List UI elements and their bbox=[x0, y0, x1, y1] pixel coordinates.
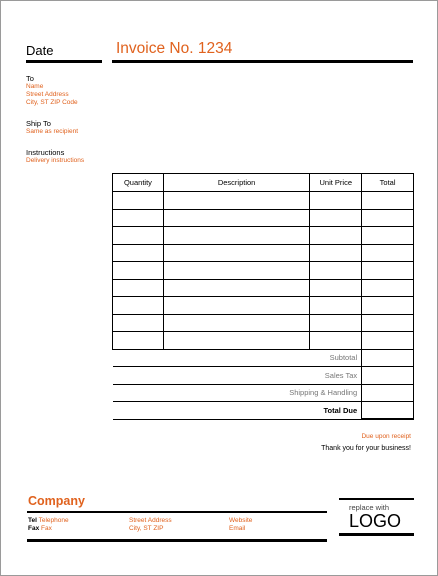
table-header-row bbox=[113, 174, 414, 192]
ship-to-label: Ship To bbox=[26, 119, 51, 128]
logo-text: LOGO bbox=[349, 511, 402, 531]
table-row bbox=[113, 244, 414, 262]
to-label: To bbox=[26, 74, 34, 83]
sales-tax-value[interactable] bbox=[362, 367, 414, 385]
description-cell[interactable] bbox=[163, 209, 309, 227]
table-row bbox=[113, 227, 414, 245]
unit-price-cell[interactable] bbox=[310, 227, 362, 245]
company-rule bbox=[27, 511, 327, 513]
unit-price-cell[interactable] bbox=[310, 332, 362, 350]
description-cell[interactable] bbox=[163, 297, 309, 315]
subtotal-label: Subtotal bbox=[113, 349, 362, 367]
to-street: Street Address bbox=[26, 91, 69, 98]
logo-placeholder bbox=[339, 498, 414, 536]
description-cell[interactable] bbox=[163, 262, 309, 280]
unit-price-cell[interactable] bbox=[310, 279, 362, 297]
instructions-label: Instructions bbox=[26, 148, 65, 157]
table-row bbox=[113, 209, 414, 227]
table-row bbox=[113, 262, 414, 280]
description-cell[interactable] bbox=[163, 332, 309, 350]
description-cell[interactable] bbox=[163, 227, 309, 245]
table-row bbox=[113, 297, 414, 315]
total-cell[interactable] bbox=[362, 332, 414, 350]
table-row bbox=[113, 332, 414, 350]
unit-price-cell[interactable] bbox=[310, 192, 362, 210]
footer-tel bbox=[28, 517, 69, 524]
quantity-cell[interactable] bbox=[113, 314, 164, 332]
instructions-line: Delivery instructions bbox=[26, 157, 85, 164]
total-cell[interactable] bbox=[362, 314, 414, 332]
total-cell[interactable] bbox=[362, 209, 414, 227]
tel-label: Tel bbox=[28, 517, 37, 524]
subtotal-row bbox=[113, 349, 414, 367]
quantity-cell[interactable] bbox=[113, 297, 164, 315]
total-cell[interactable] bbox=[362, 227, 414, 245]
footer-website: Website bbox=[229, 517, 253, 524]
unit-price-cell[interactable] bbox=[310, 209, 362, 227]
fax-label: Fax bbox=[28, 525, 40, 532]
column-header-quantity: Quantity bbox=[113, 174, 164, 192]
due-note: Due upon receipt bbox=[361, 433, 411, 440]
company-name: Company bbox=[28, 494, 85, 508]
table-row bbox=[113, 279, 414, 297]
unit-price-cell[interactable] bbox=[310, 262, 362, 280]
column-header-total: Total bbox=[362, 174, 414, 192]
description-cell[interactable] bbox=[163, 244, 309, 262]
invoice-title: Invoice No. 1234 bbox=[116, 40, 233, 57]
total-cell[interactable] bbox=[362, 262, 414, 280]
logo-small-text: replace with bbox=[349, 503, 390, 512]
footer-fax bbox=[28, 525, 52, 532]
ship-to-line: Same as recipient bbox=[26, 128, 79, 135]
footer-email: Email bbox=[229, 525, 246, 532]
subtotal-value[interactable] bbox=[362, 349, 414, 367]
total-due-label: Total Due bbox=[113, 402, 362, 420]
unit-price-cell[interactable] bbox=[310, 314, 362, 332]
quantity-cell[interactable] bbox=[113, 279, 164, 297]
quantity-cell[interactable] bbox=[113, 244, 164, 262]
invoice-table bbox=[112, 173, 414, 420]
to-name: Name bbox=[26, 83, 44, 90]
logo-bottom-rule bbox=[339, 533, 414, 536]
shipping-row bbox=[113, 384, 414, 402]
date-rule bbox=[26, 60, 102, 63]
description-cell[interactable] bbox=[163, 279, 309, 297]
total-cell[interactable] bbox=[362, 297, 414, 315]
table-row bbox=[113, 314, 414, 332]
total-cell[interactable] bbox=[362, 279, 414, 297]
description-cell[interactable] bbox=[163, 314, 309, 332]
quantity-cell[interactable] bbox=[113, 262, 164, 280]
quantity-cell[interactable] bbox=[113, 192, 164, 210]
to-city: City, ST ZIP Code bbox=[26, 99, 78, 106]
unit-price-cell[interactable] bbox=[310, 244, 362, 262]
description-cell[interactable] bbox=[163, 192, 309, 210]
date-label: Date bbox=[26, 43, 54, 58]
footer-city: City, ST ZIP bbox=[129, 525, 164, 532]
total-cell[interactable] bbox=[362, 244, 414, 262]
shipping-value[interactable] bbox=[362, 384, 414, 402]
quantity-cell[interactable] bbox=[113, 332, 164, 350]
sales-tax-label: Sales Tax bbox=[113, 367, 362, 385]
footer-rule bbox=[27, 539, 327, 542]
sales-tax-row bbox=[113, 367, 414, 385]
logo-top-rule bbox=[339, 498, 414, 500]
total-due-row bbox=[113, 402, 414, 420]
thanks-note: Thank you for your business! bbox=[321, 445, 411, 452]
table-row bbox=[113, 192, 414, 210]
unit-price-cell[interactable] bbox=[310, 297, 362, 315]
quantity-cell[interactable] bbox=[113, 209, 164, 227]
total-due-value[interactable] bbox=[362, 402, 414, 420]
column-header-description: Description bbox=[163, 174, 309, 192]
invoice-rule bbox=[112, 60, 413, 63]
quantity-cell[interactable] bbox=[113, 227, 164, 245]
shipping-label: Shipping & Handling bbox=[113, 384, 362, 402]
footer-street: Street Address bbox=[129, 517, 172, 524]
tel-value: Telephone bbox=[38, 517, 69, 524]
column-header-unit-price: Unit Price bbox=[310, 174, 362, 192]
fax-value: Fax bbox=[41, 525, 52, 532]
total-cell[interactable] bbox=[362, 192, 414, 210]
